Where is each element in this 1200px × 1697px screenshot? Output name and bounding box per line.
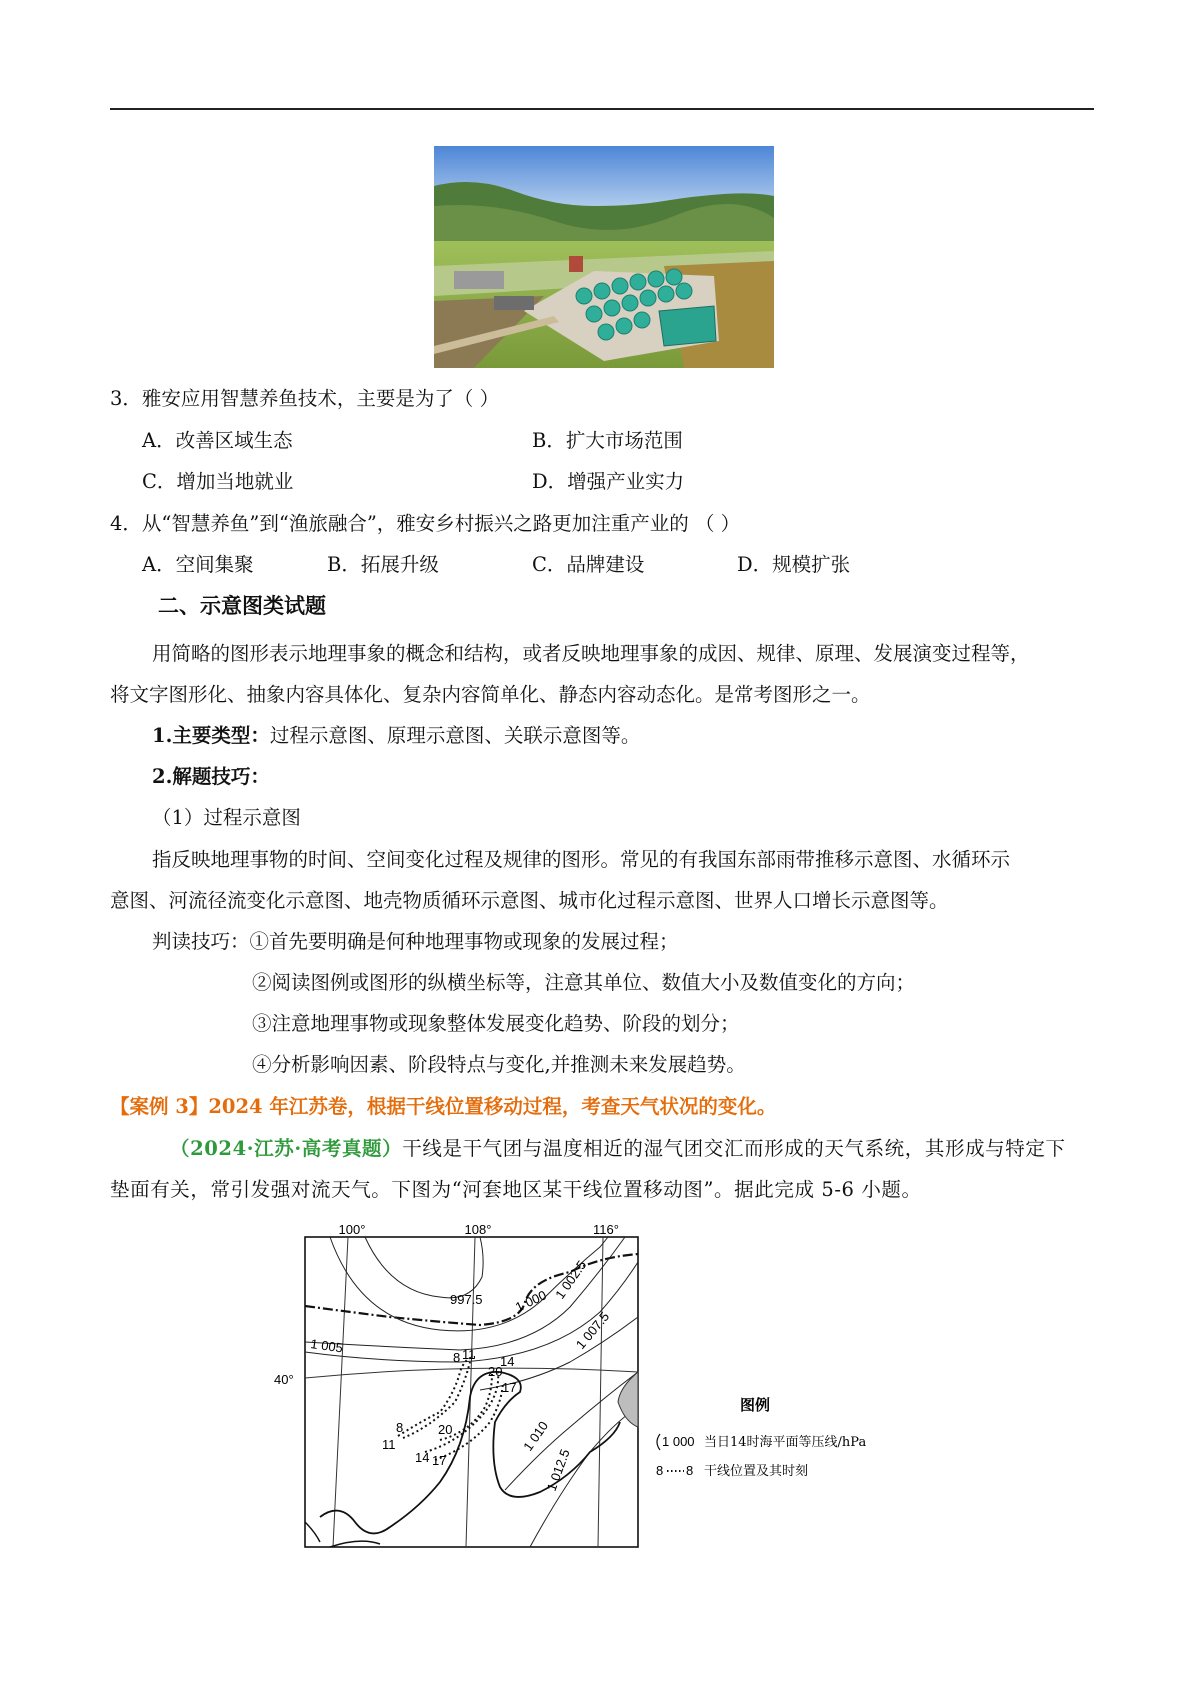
header-rule	[110, 108, 1094, 110]
time-label-17-north: 17	[502, 1380, 517, 1395]
time-label-8-south: 8	[396, 1420, 404, 1435]
time-label-11-south: 11	[382, 1437, 396, 1452]
isobar-label-1007-5: 1 007.5	[572, 1309, 613, 1352]
isobar-label-1002-5: 1 002.5	[552, 1257, 590, 1302]
case-3-source: （2024·江苏·高考真题）	[170, 1137, 403, 1160]
q3-option-d: D．增强产业实力	[532, 470, 685, 493]
legend-isobar-sample: 1 000	[662, 1434, 695, 1449]
q4-option-c: C．品牌建设	[532, 553, 645, 576]
fish-farm-photo	[434, 146, 774, 368]
intro-line-2: 将文字图形化、抽象内容具体化、复杂内容简单化、静态内容动态化。是常考图形之一。	[110, 683, 871, 706]
description-line-2: 意图、河流径流变化示意图、地壳物质循环示意图、城市化过程示意图、世界人口增长示意图等。	[110, 889, 949, 912]
meridian-116	[598, 1237, 603, 1547]
river-2	[330, 1541, 380, 1547]
case-3-para-line-2: 垫面有关，常引发强对流天气。下图为“河套地区某干线位置移动图”。据此完成 5-6 小题。	[110, 1178, 922, 1201]
case-3-para-line-1	[170, 1136, 1066, 1162]
lon-label-100: 100°	[338, 1222, 366, 1237]
time-label-20-south: 20	[438, 1422, 453, 1437]
time-label-14-south: 14	[415, 1450, 430, 1465]
legend-isobar-text: 当日14时海平面等压线/hPa	[704, 1435, 867, 1450]
dryline-11	[403, 1362, 470, 1438]
skills-label: 2.解题技巧：	[152, 765, 270, 788]
q3-option-b: B．扩大市场范围	[532, 429, 683, 452]
time-label-8-north: 8	[453, 1350, 461, 1365]
meridian-100	[333, 1237, 348, 1547]
main-types-text: 过程示意图、原理示意图、关联示意图等。	[269, 724, 641, 747]
isobar-997-5	[365, 1237, 483, 1298]
legend-dryline-text: 干线位置及其时刻	[704, 1464, 809, 1479]
section-heading: 二、示意图类试题	[158, 593, 326, 618]
national-border	[305, 1254, 638, 1325]
main-types-label: 1.主要类型：	[152, 724, 270, 747]
q4-option-a: A．空间集聚	[142, 553, 254, 576]
tip-1: 判读技巧：①首先要明确是何种地理事物或现象的发展过程；	[152, 930, 679, 953]
legend-title: 图例	[740, 1396, 771, 1414]
isobar-label-1010: 1 010	[520, 1418, 552, 1454]
main-types	[152, 723, 640, 749]
time-label-20-north: 20	[488, 1364, 503, 1379]
case-3-text-1: 干线是干气团与温度相近的湿气团交汇而形成的天气系统，其形成与特定下	[402, 1137, 1066, 1160]
isobar-label-1005: 1 005	[309, 1336, 344, 1356]
lon-label-108: 108°	[464, 1222, 492, 1237]
tip-4: ④分析影响因素、阶段特点与变化,并推测未来发展趋势。	[252, 1053, 746, 1076]
time-label-14-north: 14	[500, 1354, 515, 1369]
case-3-title: 【案例 3】2024 年江苏卷，根据干线位置移动过程，考查天气状况的变化。	[110, 1095, 777, 1118]
lat-label-40: 40°	[274, 1372, 294, 1387]
isobar-label-1000: 1 000	[512, 1287, 549, 1315]
legend-isobar-symbol	[657, 1434, 660, 1450]
river	[320, 1372, 620, 1534]
q4-option-d: D．规模扩张	[737, 553, 851, 576]
river-3	[305, 1522, 320, 1542]
isobar-label-1012-5: 1 012.5	[543, 1447, 573, 1494]
dryline-map	[270, 1222, 950, 1550]
question-3-stem: 3．雅安应用智慧养鱼技术，主要是为了（ ）	[110, 387, 500, 410]
intro-line-1: 用简略的图形表示地理事象的概念和结构，或者反映地理事象的成因、规律、原理、发展演变过程等，	[152, 642, 1030, 665]
tip-2: ②阅读图例或图形的纵横坐标等，注意其单位、数值大小及数值变化的方向；	[252, 971, 916, 994]
q4-option-b: B．拓展升级	[327, 553, 439, 576]
tip-3: ③注意地理事物或现象整体发展变化趋势、阶段的划分；	[252, 1012, 740, 1035]
description-line-1: 指反映地理事物的时间、空间变化过程及规律的图形。常见的有我国东部雨带推移示意图、水循环示	[152, 848, 1011, 871]
question-4-stem: 4．从“智慧养鱼”到“渔旅融合”，雅安乡村振兴之路更加注重产业的 （ ）	[110, 512, 741, 535]
q3-option-a: A．改善区域生态	[142, 429, 293, 452]
subsection-1: （1）过程示意图	[152, 806, 301, 829]
isobar-label-997-5: 997.5	[450, 1292, 483, 1307]
lon-label-116: 116°	[593, 1222, 619, 1237]
legend-dryline-sample-b: 8	[686, 1463, 694, 1478]
q3-option-c: C．增加当地就业	[142, 470, 294, 493]
legend-dryline-sample-a: 8	[656, 1463, 664, 1478]
time-label-11-north: 11	[462, 1347, 476, 1362]
time-label-17-south: 17	[432, 1453, 447, 1468]
